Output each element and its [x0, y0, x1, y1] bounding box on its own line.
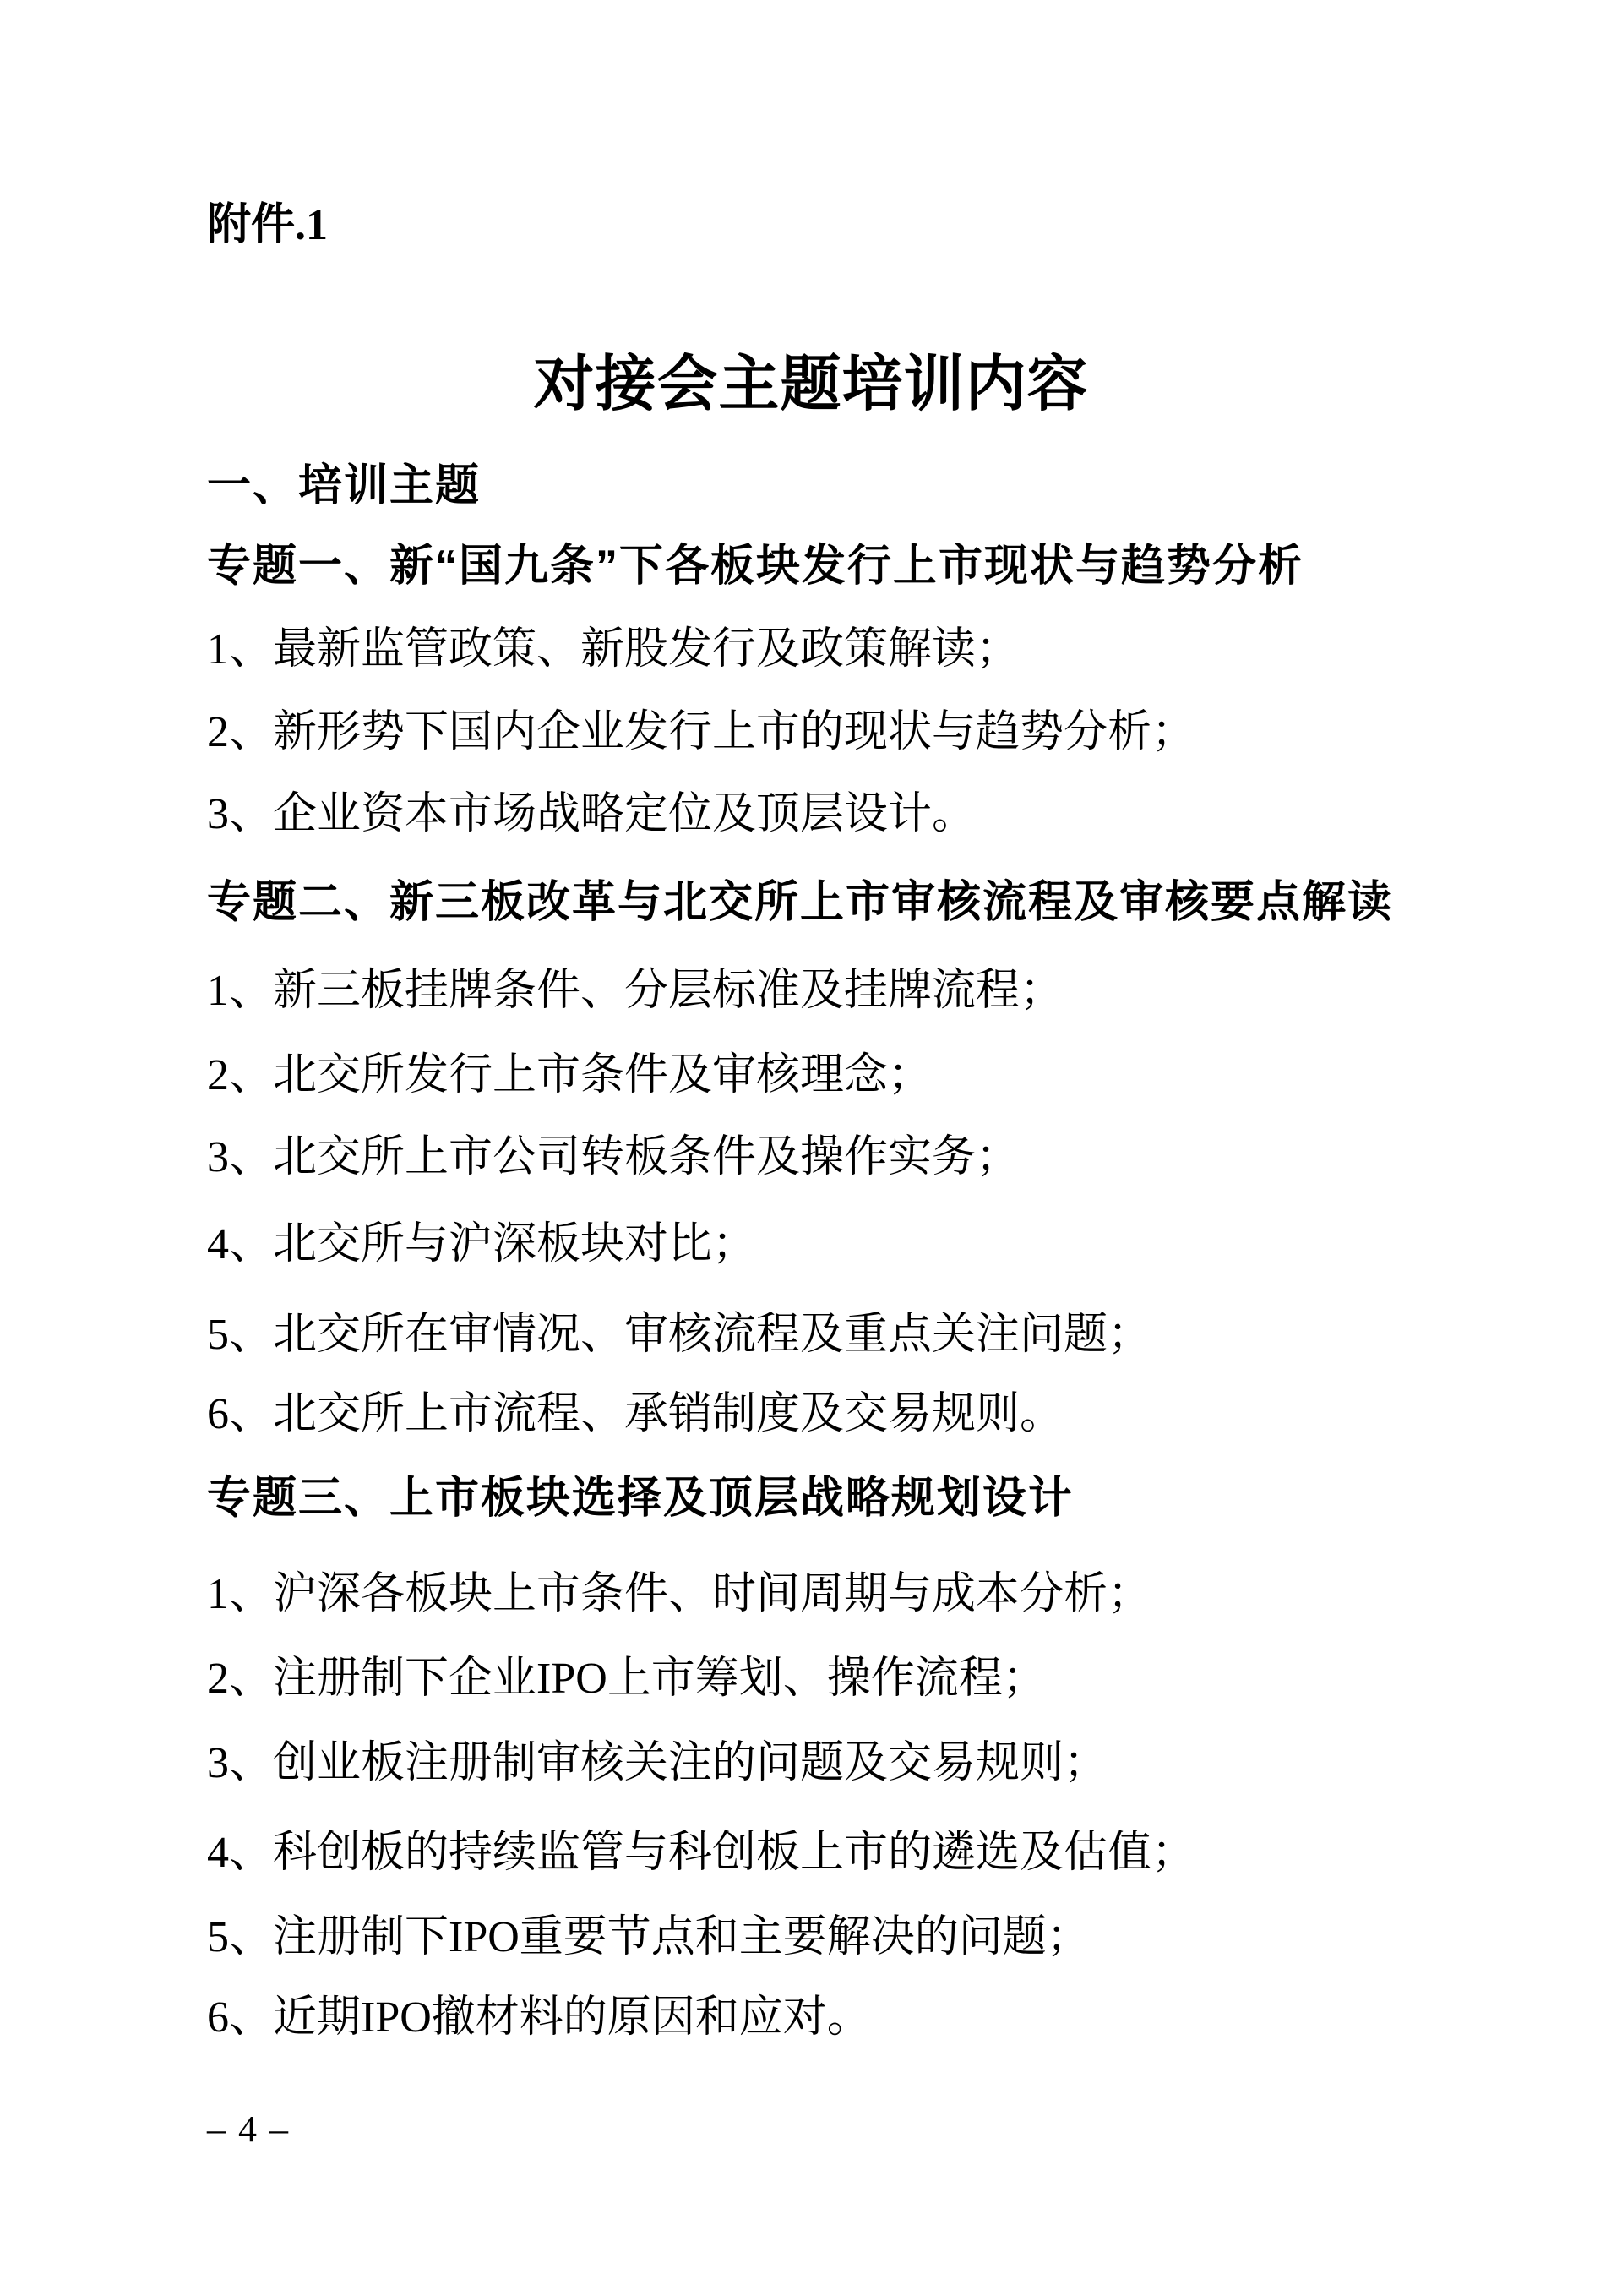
topic-2-item-1: 1、新三板挂牌条件、分层标准及挂牌流程； — [207, 967, 1064, 1015]
topic-3-item-1: 1、沪深各板块上市条件、时间周期与成本分析； — [207, 1570, 1152, 1618]
topic-2-item-2: 2、北交所发行上市条件及审核理念； — [207, 1051, 933, 1099]
topic-2-item-4: 4、北交所与沪深板块对比； — [207, 1220, 757, 1268]
topic-3-item-6: 6、近期IPO撤材料的原因和应对。 — [207, 1993, 871, 2042]
topic-2-item-5: 5、北交所在审情况、审核流程及重点关注问题； — [207, 1311, 1152, 1359]
topic-3-item-4: 4、科创板的持续监管与科创板上市的遴选及估值； — [207, 1829, 1196, 1877]
page-number: – 4 – — [207, 2108, 290, 2150]
section-heading-training-topics: 一、培训主题 — [207, 461, 482, 510]
topic-3-item-5: 5、注册制下IPO重要节点和主要解决的问题； — [207, 1913, 1091, 1961]
document-title: 对接会主题培训内容 — [533, 351, 1089, 418]
topic-1-heading: 专题一、新“国九条”下各板块发行上市现状与趋势分析 — [207, 542, 1304, 591]
topic-1-item-1: 1、最新监管政策、新股发行及政策解读； — [207, 625, 1021, 674]
topic-2-item-3: 3、北交所上市公司转板条件及操作实务； — [207, 1133, 1021, 1181]
topic-2-heading: 专题二、新三板改革与北交所上市审核流程及审核要点解读 — [207, 878, 1394, 927]
topic-2-item-6: 6、北交所上市流程、承销制度及交易规则。 — [207, 1390, 1064, 1438]
topic-3-item-2: 2、注册制下企业IPO上市筹划、操作流程； — [207, 1655, 1047, 1703]
topic-3-heading: 专题三、上市板块选择及顶层战略规划设计 — [207, 1474, 1075, 1523]
topic-3-item-3: 3、创业板注册制审核关注的问题及交易规则； — [207, 1739, 1108, 1787]
attachment-label: 附件.1 — [207, 201, 329, 249]
topic-1-item-3: 3、企业资本市场战略定位及顶层设计。 — [207, 790, 977, 838]
topic-1-item-2: 2、新形势下国内企业发行上市的现状与趋势分析； — [207, 708, 1196, 756]
